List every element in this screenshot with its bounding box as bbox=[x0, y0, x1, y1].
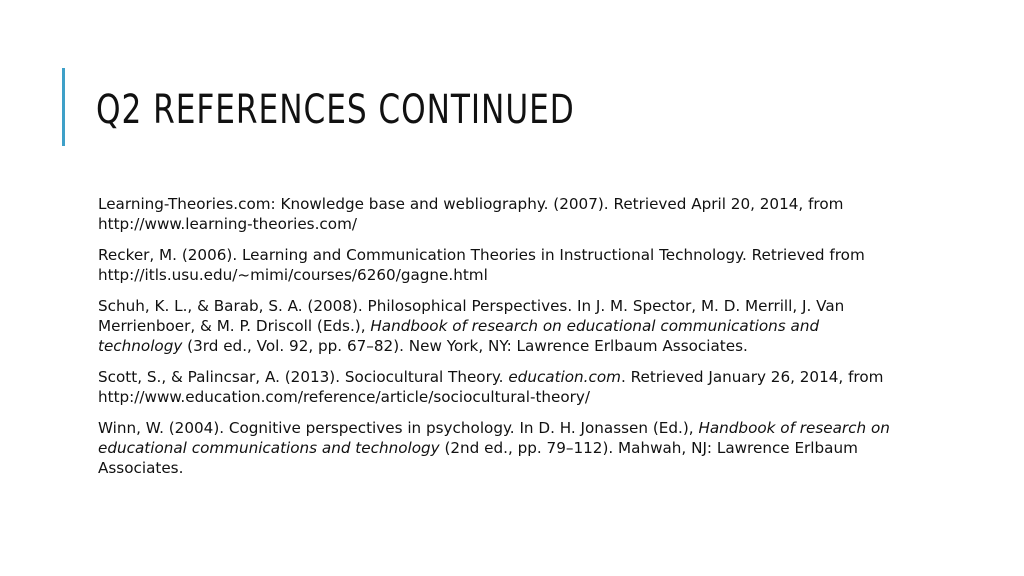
reference-text: Scott, S., & Palincsar, A. (2013). Sociocultural Theory. bbox=[98, 368, 509, 386]
reference-text: Recker, M. (2006). Learning and Communication Theories in Instructional Technology. Retrieved from http://itls.usu.edu/~mimi/courses/6260/gagne.html bbox=[98, 246, 865, 284]
reference-text: Schuh, K. L., & Barab, S. A. (2008). Philosophical Perspectives. In J. M. Spector, M. D. Merrill, J. Van Merrienboer, & M. P. Driscoll (Eds.), bbox=[98, 297, 845, 335]
reference-text: Learning-Theories.com: Knowledge base and webliography. (2007). Retrieved April 20, 2014, from http://www.learning-theories.com/ bbox=[98, 195, 844, 233]
reference-list bbox=[98, 194, 898, 489]
slide-title: Q2 REFERENCES CONTINUED bbox=[96, 87, 575, 133]
reference-item bbox=[98, 367, 898, 407]
reference-text: (2nd ed., pp. 79–112). Mahwah, NJ: Lawrence Erlbaum Associates. bbox=[98, 439, 858, 477]
reference-book-title: Handbook of research on educational communications and technology bbox=[98, 317, 820, 355]
title-accent-bar bbox=[62, 68, 65, 146]
reference-book-title: Handbook of research on educational communications and technology bbox=[98, 419, 890, 457]
reference-text: (3rd ed., Vol. 92, pp. 67–82). New York, NY: Lawrence Erlbaum Associates. bbox=[182, 337, 748, 355]
reference-text: Winn, W. (2004). Cognitive perspectives in psychology. In D. H. Jonassen (Ed.), bbox=[98, 419, 699, 437]
reference-site-title: education.com bbox=[508, 368, 621, 386]
reference-item bbox=[98, 194, 898, 234]
reference-item bbox=[98, 296, 898, 356]
reference-text: . Retrieved January 26, 2014, from http://www.education.com/reference/article/sociocultural-theory/ bbox=[98, 368, 884, 406]
reference-item bbox=[98, 418, 898, 478]
reference-item bbox=[98, 245, 898, 285]
